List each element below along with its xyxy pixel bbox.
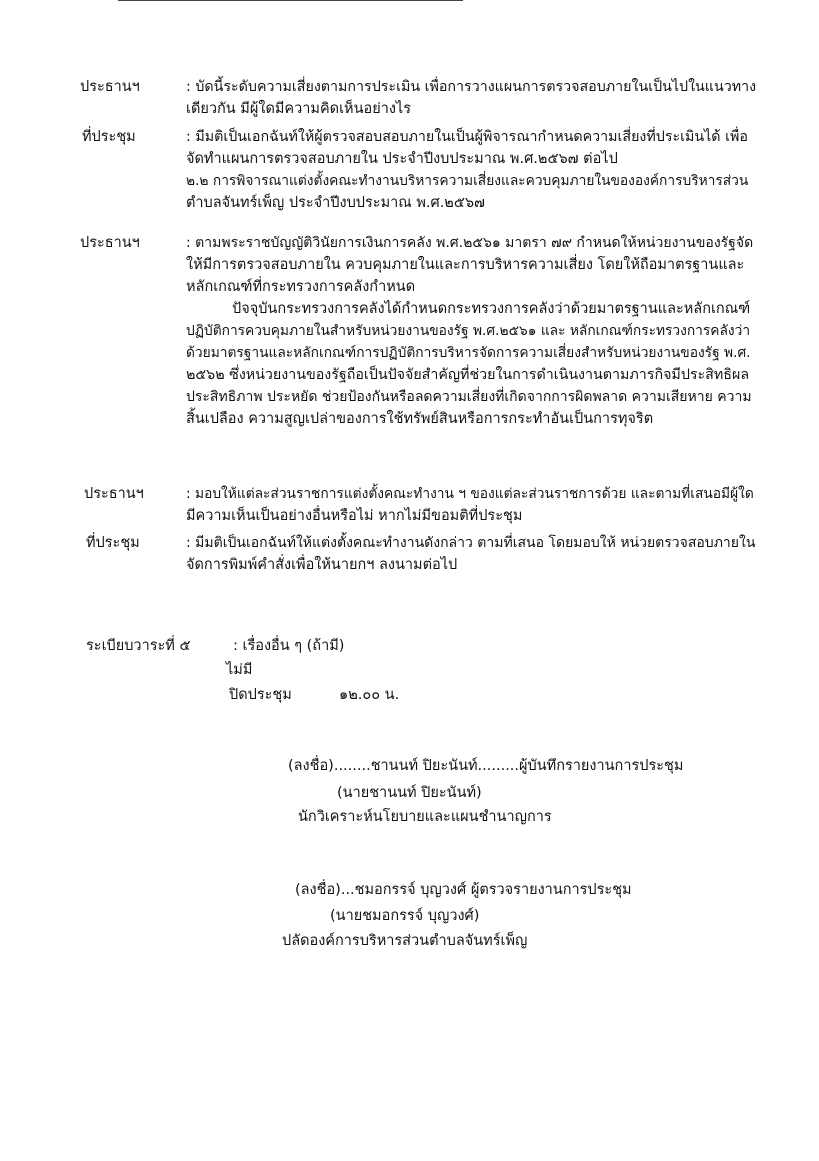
text-line: มีความเห็นเป็นอย่างอื่นหรือไม่ หากไม่มีขอมติที่ประชุม [186,508,523,524]
speaker-label: ประธานฯ [84,486,144,502]
text-line: : มีมติเป็นเอกฉันท์ให้แต่งตั้งคณะทำงานดังกล่าว ตามที่เสนอ โดยมอบให้ หน่วยตรวจสอบภายใน [186,535,756,551]
speaker-label: ประธานฯ [80,235,140,251]
signature-line: (ลงชื่อ)...ชมอกรรจ์ บุญวงศ์ ผู้ตรวจรายงานการประชุม [295,882,632,898]
text-line: : มีมติเป็นเอกฉันท์ให้ผู้ตรวจสอบสอบภายในเป็นผู้พิจารณากำหนดความเสี่ยงที่ประเมินได้ เพื่อ [186,129,748,145]
text-line: ตำบลจันทร์เพ็ญ ประจำปีงบประมาณ พ.ศ.๒๕๖๗ [186,195,485,211]
agenda-none: ไม่มี [226,662,253,678]
text-line: จัดการพิมพ์คำสั่งเพื่อให้นายกฯ ลงนามต่อไป [186,557,458,573]
signer-name: (นายชานนท์ ปิยะนันท์) [337,785,482,801]
text-line: : บัดนี้ระดับความเสี่ยงตามการประเมิน เพื่อการวางแผนการตรวจสอบภายในเป็นไปในแนวทาง [186,79,757,95]
text-line: จัดทำแผนการตรวจสอบภายใน ประจำปีงบประมาณ พ.ศ.๒๕๖๗ ต่อไป [186,151,618,167]
signer-position: นักวิเคราะห์นโยบายและแผนชำนาญการ [298,809,552,825]
text-line: : มอบให้แต่ละส่วนราชการแต่งตั้งคณะทำงาน ฯ ของแต่ละส่วนราชการด้วย และตามที่เสนอมีผู้ใด [186,486,754,502]
text-line: ประสิทธิภาพ ประหยัด ช่วยป้องกันหรือลดความเสี่ยงที่เกิดจากการผิดพลาด ความเสียหาย ความ [186,389,752,405]
signer-position: ปลัดองค์การบริหารส่วนตำบลจันทร์เพ็ญ [282,933,528,949]
text-line: ให้มีการตรวจสอบภายใน ควบคุมภายในและการบริหารความเสี่ยง โดยให้ถือมาตรฐานและ [186,257,745,273]
text-line: ด้วยมาตรฐานและหลักเกณฑ์การปฏิบัติการบริหารจัดการความเสี่ยงสำหรับหน่วยงานของรัฐ พ.ศ. [186,345,751,361]
minute-text [186,484,756,528]
close-meeting-time: ๑๒.๐๐ น. [339,687,400,703]
agenda-title: : เรื่องอื่น ๆ (ถ้ามี) [233,638,345,654]
speaker-label: ประธานฯ [80,79,140,95]
text-line: เดียวกัน มีผู้ใดมีความคิดเห็นอย่างไร [186,101,412,117]
speaker-label: ที่ประชุม [82,129,136,145]
top-rule [118,0,463,1]
speaker-label: ที่ประชุม [86,535,140,551]
text-line: หลักเกณฑ์ที่กระทรวงการคลังกำหนด [186,279,416,295]
minute-text [186,77,756,121]
text-line: ปัจจุบันกระทรวงการคลังได้กำหนดกระทรวงการคลังว่าด้วยมาตรฐานและหลักเกณฑ์ [232,301,751,317]
signature-line: (ลงชื่อ)........ชานนท์ ปิยะนันท์.........ผู้บันทึกรายงานการประชุม [288,758,684,774]
text-line: สิ้นเปลือง ความสูญเปล่าของการใช้ทรัพย์สินหรือการกระทำอันเป็นการทุจริต [186,411,654,427]
minute-text [186,533,756,577]
close-meeting-label: ปิดประชุม [229,687,292,703]
agenda-label: ระเบียบวาระที่ ๕ [86,638,191,654]
text-line: : ตามพระราชบัญญัติวินัยการเงินการคลัง พ.ศ.๒๕๖๑ มาตรา ๗๙ กำหนดให้หน่วยงานของรัฐจัด [186,235,754,251]
text-line: ๒.๒ การพิจารณาแต่งตั้งคณะทำงานบริหารความเสี่ยงและควบคุมภายในขององค์การบริหารส่วน [186,173,749,189]
signer-name: (นายชมอกรรจ์ บุญวงศ์) [330,908,480,924]
text-line: ปฏิบัติการควบคุมภายในสำหรับหน่วยงานของรัฐ พ.ศ.๒๕๖๑ และ หลักเกณฑ์กระทรวงการคลังว่า [186,323,751,339]
text-line: ๒๕๖๒ ซึ่งหน่วยงานของรัฐถือเป็นปัจจัยสำคัญที่ช่วยในการดำเนินงานตามภารกิจมีประสิทธิผล [186,367,750,383]
minute-text [186,233,756,431]
minute-text [186,127,756,215]
